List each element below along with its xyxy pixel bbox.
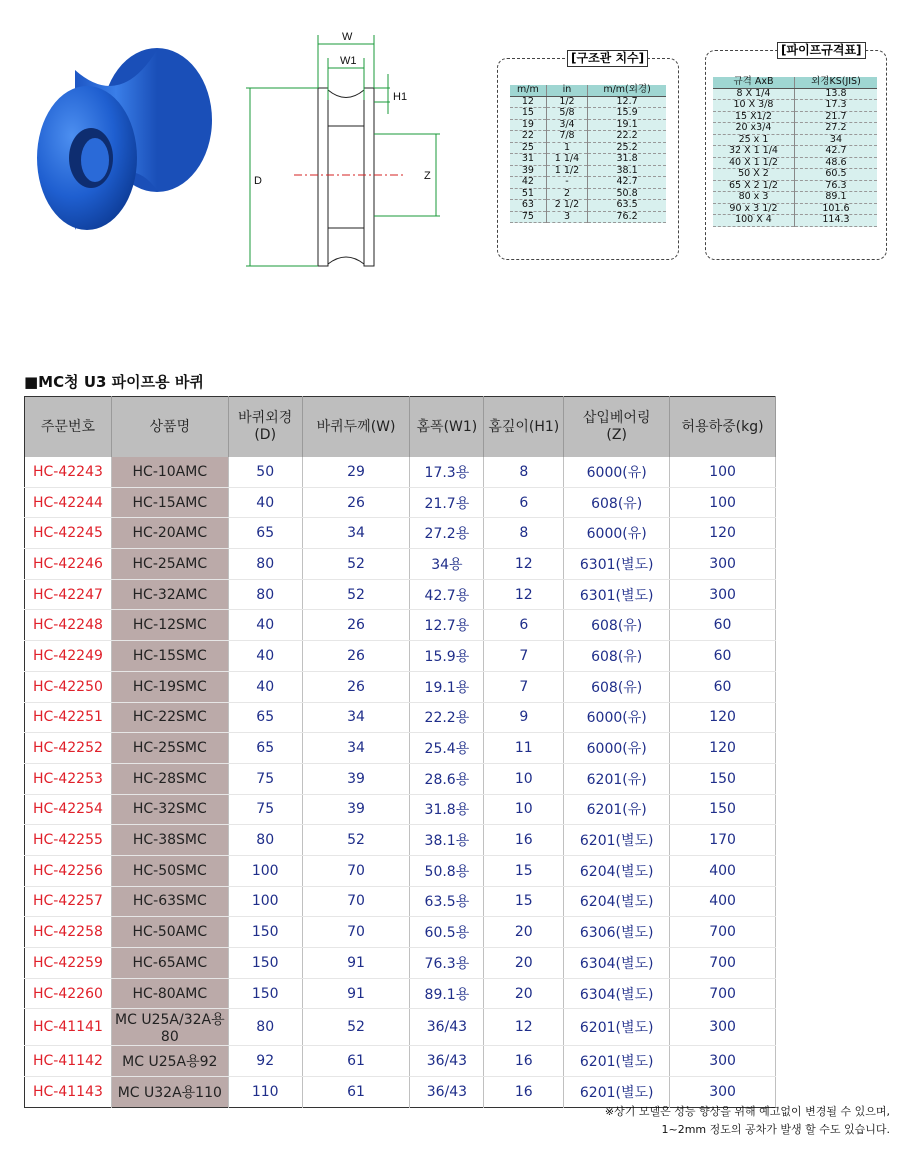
table-row bbox=[25, 1009, 776, 1046]
wheel-width-cell: 70 bbox=[302, 855, 410, 886]
bearing-cell: 6306(별도) bbox=[564, 917, 670, 948]
product-name-cell: HC-12SMC bbox=[111, 610, 228, 641]
product-name-cell: HC-15SMC bbox=[111, 641, 228, 672]
bearing-cell: 608(유) bbox=[564, 487, 670, 518]
pipe-spec-table bbox=[713, 77, 877, 227]
column-header: 삽입베어링 (Z) bbox=[564, 397, 670, 458]
disclaimer-note: ※상기 모델은 성능 향상을 위해 예고없이 변경될 수 있으며, bbox=[604, 1105, 890, 1118]
bearing-cell: 6201(별도) bbox=[564, 1046, 670, 1077]
groove-depth-cell: 8 bbox=[484, 518, 564, 549]
table-row bbox=[25, 702, 776, 733]
pipe-dims-cell: 31 bbox=[521, 153, 534, 164]
wheel-width-cell: 26 bbox=[302, 487, 410, 518]
pipe-spec-cell: 32 X 1 1/4 bbox=[728, 145, 778, 156]
load-capacity-cell: 120 bbox=[670, 702, 776, 733]
pipe-spec-cell: 13.8 bbox=[794, 88, 877, 100]
outer-diameter-cell: 50 bbox=[228, 457, 302, 487]
tolerance-note: 1~2mm 정도의 공차가 발생 할 수도 있습니다. bbox=[661, 1123, 890, 1136]
pipe-spec-cell: 25 x 1 bbox=[738, 133, 769, 145]
bearing-cell: 6000(유) bbox=[564, 733, 670, 764]
pipe-spec-row bbox=[713, 157, 877, 169]
outer-diameter-cell: 80 bbox=[228, 825, 302, 856]
bearing-cell: 6204(별도) bbox=[564, 855, 670, 886]
product-name-cell: HC-50SMC bbox=[111, 855, 228, 886]
pipe-spec-row bbox=[713, 180, 877, 192]
pipe-spec-row bbox=[713, 100, 877, 112]
groove-width-cell: 25.4용 bbox=[410, 733, 484, 764]
pipe-dimension-title: [구조관 치수] bbox=[567, 50, 648, 67]
outer-diameter-cell: 80 bbox=[228, 1009, 302, 1046]
order-code-cell: HC-42258 bbox=[25, 917, 112, 948]
groove-depth-cell: 20 bbox=[484, 948, 564, 979]
product-name-cell: MC U32A용110 bbox=[111, 1077, 228, 1108]
load-capacity-cell: 400 bbox=[670, 886, 776, 917]
label-h1: H1 bbox=[393, 91, 408, 103]
order-code-cell: HC-42257 bbox=[25, 886, 112, 917]
load-capacity-cell: 300 bbox=[670, 1009, 776, 1046]
pipe-dims-cell: 2 1/2 bbox=[546, 200, 587, 212]
load-capacity-cell: 60 bbox=[670, 610, 776, 641]
order-code-cell: HC-42249 bbox=[25, 641, 112, 672]
pipe-dims-cell: 39 bbox=[521, 164, 534, 176]
groove-width-cell: 22.2용 bbox=[410, 702, 484, 733]
pipe-spec-cell: 40 X 1 1/2 bbox=[728, 156, 778, 168]
pipe-dims-row bbox=[510, 200, 666, 212]
order-code-cell: HC-41142 bbox=[25, 1046, 112, 1077]
table-row bbox=[25, 579, 776, 610]
load-capacity-cell: 700 bbox=[670, 948, 776, 979]
product-name-cell: HC-65AMC bbox=[111, 948, 228, 979]
groove-depth-cell: 16 bbox=[484, 1046, 564, 1077]
groove-width-cell: 76.3용 bbox=[410, 948, 484, 979]
bearing-cell: 6201(유) bbox=[564, 794, 670, 825]
outer-diameter-cell: 40 bbox=[228, 671, 302, 702]
groove-width-cell: 27.2용 bbox=[410, 518, 484, 549]
wheel-width-cell: 26 bbox=[302, 641, 410, 672]
pipe-dims-cell: 5/8 bbox=[546, 108, 587, 120]
groove-depth-cell: 6 bbox=[484, 610, 564, 641]
pipe-dims-cell: 50.8 bbox=[588, 188, 666, 200]
pipe-spec-cell: 8 X 1/4 bbox=[736, 87, 771, 99]
outer-diameter-cell: 150 bbox=[228, 948, 302, 979]
product-name-cell: HC-38SMC bbox=[111, 825, 228, 856]
order-code-cell: HC-42246 bbox=[25, 549, 112, 580]
pipe-dims-cell: 22.2 bbox=[588, 131, 666, 143]
pipe-dims-cell: 12 bbox=[521, 95, 534, 107]
table-row bbox=[25, 763, 776, 794]
wheel-width-cell: 34 bbox=[302, 702, 410, 733]
pipe-dims-header: m/m bbox=[510, 85, 546, 96]
outer-diameter-cell: 40 bbox=[228, 487, 302, 518]
pipe-spec-cell: 10 X 3/8 bbox=[733, 99, 774, 110]
pipe-spec-row bbox=[713, 111, 877, 123]
outer-diameter-cell: 75 bbox=[228, 763, 302, 794]
pipe-spec-cell: 27.2 bbox=[794, 123, 877, 135]
load-capacity-cell: 100 bbox=[670, 457, 776, 487]
product-name-cell: HC-28SMC bbox=[111, 763, 228, 794]
groove-width-cell: 38.1용 bbox=[410, 825, 484, 856]
bearing-cell: 6304(별도) bbox=[564, 978, 670, 1009]
pipe-spec-cell: 65 X 2 1/2 bbox=[728, 179, 778, 191]
table-row bbox=[25, 487, 776, 518]
pipe-spec-cell: 34 bbox=[794, 134, 877, 146]
order-code-cell: HC-42259 bbox=[25, 948, 112, 979]
pipe-spec-header: 외경KS(JIS) bbox=[794, 77, 877, 88]
order-code-cell: HC-42260 bbox=[25, 978, 112, 1009]
pipe-dims-row bbox=[510, 165, 666, 177]
pipe-dims-cell: 42.7 bbox=[588, 177, 666, 189]
pipe-spec-cell: 90 x 3 1/2 bbox=[729, 202, 778, 214]
table-row bbox=[25, 1046, 776, 1077]
load-capacity-cell: 700 bbox=[670, 978, 776, 1009]
label-d: D bbox=[254, 175, 262, 187]
outer-diameter-cell: 92 bbox=[228, 1046, 302, 1077]
pipe-dimension-table bbox=[510, 85, 666, 223]
order-code-cell: HC-42244 bbox=[25, 487, 112, 518]
outer-diameter-cell: 150 bbox=[228, 978, 302, 1009]
wheel-width-cell: 52 bbox=[302, 549, 410, 580]
order-code-cell: HC-42256 bbox=[25, 855, 112, 886]
order-code-cell: HC-42247 bbox=[25, 579, 112, 610]
bearing-cell: 6204(별도) bbox=[564, 886, 670, 917]
pipe-dims-row bbox=[510, 188, 666, 200]
groove-width-cell: 50.8용 bbox=[410, 855, 484, 886]
bearing-cell: 6000(유) bbox=[564, 518, 670, 549]
wheel-width-cell: 39 bbox=[302, 794, 410, 825]
order-code-cell: HC-42243 bbox=[25, 457, 112, 487]
pipe-spec-cell: 114.3 bbox=[794, 215, 877, 227]
column-header: 홈폭(W1) bbox=[410, 397, 484, 458]
pipe-spec-row bbox=[713, 169, 877, 181]
load-capacity-cell: 400 bbox=[670, 855, 776, 886]
pipe-dims-cell: 12.7 bbox=[588, 96, 666, 108]
groove-depth-cell: 16 bbox=[484, 825, 564, 856]
bearing-cell: 6000(유) bbox=[564, 457, 670, 487]
load-capacity-cell: 300 bbox=[670, 1077, 776, 1108]
pipe-spec-cell: 21.7 bbox=[794, 111, 877, 123]
pipe-spec-cell: 48.6 bbox=[794, 157, 877, 169]
groove-depth-cell: 7 bbox=[484, 671, 564, 702]
load-capacity-cell: 100 bbox=[670, 487, 776, 518]
load-capacity-cell: 150 bbox=[670, 763, 776, 794]
table-row bbox=[25, 948, 776, 979]
pipe-dims-cell: 1 bbox=[546, 142, 587, 154]
bearing-cell: 6201(별도) bbox=[564, 825, 670, 856]
pipe-dims-cell: 1 1/2 bbox=[546, 165, 587, 177]
groove-depth-cell: 12 bbox=[484, 1009, 564, 1046]
product-name-cell: HC-20AMC bbox=[111, 518, 228, 549]
pipe-spec-row bbox=[713, 134, 877, 146]
pipe-dims-row bbox=[510, 211, 666, 223]
pipe-dims-cell: 63.5 bbox=[588, 200, 666, 212]
order-code-cell: HC-41141 bbox=[25, 1009, 112, 1046]
product-name-cell: HC-25AMC bbox=[111, 549, 228, 580]
pipe-dims-cell: 15 bbox=[521, 107, 534, 118]
wheel-width-cell: 34 bbox=[302, 518, 410, 549]
table-row bbox=[25, 886, 776, 917]
pipe-dims-cell: 2 bbox=[546, 188, 587, 200]
pipe-spec-cell: 101.6 bbox=[794, 203, 877, 215]
bearing-cell: 608(유) bbox=[564, 610, 670, 641]
groove-depth-cell: 20 bbox=[484, 917, 564, 948]
groove-depth-cell: 11 bbox=[484, 733, 564, 764]
bearing-cell: 6301(별도) bbox=[564, 549, 670, 580]
order-code-cell: HC-42255 bbox=[25, 825, 112, 856]
order-code-cell: HC-42254 bbox=[25, 794, 112, 825]
pipe-spec-cell: 89.1 bbox=[794, 192, 877, 204]
groove-depth-cell: 8 bbox=[484, 457, 564, 487]
pipe-spec-cell: 100 X 4 bbox=[735, 214, 772, 225]
groove-width-cell: 15.9용 bbox=[410, 641, 484, 672]
pipe-dims-cell: 38.1 bbox=[588, 165, 666, 177]
table-row bbox=[25, 671, 776, 702]
pipe-dims-row bbox=[510, 131, 666, 143]
pipe-spec-cell: 42.7 bbox=[794, 146, 877, 158]
product-name-cell: HC-19SMC bbox=[111, 671, 228, 702]
groove-width-cell: 12.7용 bbox=[410, 610, 484, 641]
wheel-width-cell: 52 bbox=[302, 825, 410, 856]
pipe-dims-cell: 3 bbox=[546, 211, 587, 223]
pipe-dims-cell: 76.2 bbox=[588, 211, 666, 223]
pipe-spec-row bbox=[713, 192, 877, 204]
table-row bbox=[25, 610, 776, 641]
pipe-spec-cell: 76.3 bbox=[794, 180, 877, 192]
pipe-dims-header: m/m(외경) bbox=[588, 85, 666, 96]
order-code-cell: HC-42245 bbox=[25, 518, 112, 549]
table-row bbox=[25, 549, 776, 580]
wheel-width-cell: 34 bbox=[302, 733, 410, 764]
load-capacity-cell: 300 bbox=[670, 579, 776, 610]
groove-depth-cell: 12 bbox=[484, 579, 564, 610]
outer-diameter-cell: 100 bbox=[228, 886, 302, 917]
groove-width-cell: 28.6용 bbox=[410, 763, 484, 794]
groove-depth-cell: 15 bbox=[484, 855, 564, 886]
table-row bbox=[25, 518, 776, 549]
wheel-width-cell: 61 bbox=[302, 1077, 410, 1108]
groove-width-cell: 42.7용 bbox=[410, 579, 484, 610]
groove-width-cell: 19.1용 bbox=[410, 671, 484, 702]
product-name-cell: HC-10AMC bbox=[111, 457, 228, 487]
pipe-dims-row bbox=[510, 119, 666, 131]
label-w: W bbox=[342, 31, 353, 43]
bearing-cell: 608(유) bbox=[564, 641, 670, 672]
wheel-width-cell: 52 bbox=[302, 1009, 410, 1046]
order-code-cell: HC-42248 bbox=[25, 610, 112, 641]
groove-width-cell: 36/43 bbox=[410, 1009, 484, 1046]
wheel-width-cell: 61 bbox=[302, 1046, 410, 1077]
load-capacity-cell: 170 bbox=[670, 825, 776, 856]
table-row bbox=[25, 733, 776, 764]
pipe-dims-row bbox=[510, 177, 666, 189]
wheel-width-cell: 70 bbox=[302, 917, 410, 948]
product-name-cell: MC U25A용92 bbox=[111, 1046, 228, 1077]
table-row bbox=[25, 457, 776, 487]
pipe-spec-row bbox=[713, 203, 877, 215]
pipe-dims-header: in bbox=[546, 85, 587, 96]
groove-depth-cell: 12 bbox=[484, 549, 564, 580]
outer-diameter-cell: 65 bbox=[228, 702, 302, 733]
wheel-product-image bbox=[25, 40, 220, 240]
wheel-width-cell: 26 bbox=[302, 671, 410, 702]
product-name-cell: HC-50AMC bbox=[111, 917, 228, 948]
outer-diameter-cell: 40 bbox=[228, 610, 302, 641]
pipe-spec-cell: 20 x3/4 bbox=[735, 122, 772, 133]
wheel-width-cell: 39 bbox=[302, 763, 410, 794]
groove-depth-cell: 10 bbox=[484, 763, 564, 794]
load-capacity-cell: 60 bbox=[670, 641, 776, 672]
order-code-cell: HC-41143 bbox=[25, 1077, 112, 1108]
load-capacity-cell: 150 bbox=[670, 794, 776, 825]
bearing-cell: 6201(별도) bbox=[564, 1009, 670, 1046]
bearing-cell: 6304(별도) bbox=[564, 948, 670, 979]
pipe-spec-row bbox=[713, 88, 877, 100]
pipe-spec-cell: 80 x 3 bbox=[738, 191, 769, 202]
pipe-dims-cell: 31.8 bbox=[588, 154, 666, 166]
table-row bbox=[25, 917, 776, 948]
pipe-spec-cell: 60.5 bbox=[794, 169, 877, 181]
pipe-spec-row bbox=[713, 123, 877, 135]
section-title: ■MC청 U3 파이프용 바퀴 bbox=[24, 373, 204, 391]
pipe-dims-cell: 19.1 bbox=[588, 119, 666, 131]
pipe-spec-cell: 17.3 bbox=[794, 100, 877, 112]
pipe-dims-cell: 22 bbox=[521, 130, 534, 141]
wheel-width-cell: 91 bbox=[302, 948, 410, 979]
column-header: 홈깊이(H1) bbox=[484, 397, 564, 458]
pipe-dims-cell: 42 bbox=[521, 176, 534, 187]
wheel-width-cell: 26 bbox=[302, 610, 410, 641]
groove-width-cell: 36/43 bbox=[410, 1046, 484, 1077]
load-capacity-cell: 700 bbox=[670, 917, 776, 948]
load-capacity-cell: 60 bbox=[670, 671, 776, 702]
product-name-cell: HC-15AMC bbox=[111, 487, 228, 518]
pipe-spec-cell: 50 X 2 bbox=[738, 168, 769, 179]
column-header: 바퀴두께(W) bbox=[302, 397, 410, 458]
pipe-dims-row bbox=[510, 154, 666, 166]
outer-diameter-cell: 110 bbox=[228, 1077, 302, 1108]
pipe-dims-cell: 25.2 bbox=[588, 142, 666, 154]
pipe-spec-header: 규격 AxB bbox=[713, 77, 794, 88]
bearing-cell: 608(유) bbox=[564, 671, 670, 702]
pipe-dims-cell: 3/4 bbox=[546, 119, 587, 131]
outer-diameter-cell: 80 bbox=[228, 549, 302, 580]
bearing-cell: 6201(별도) bbox=[564, 1077, 670, 1108]
groove-depth-cell: 7 bbox=[484, 641, 564, 672]
column-header: 허용하중(kg) bbox=[670, 397, 776, 458]
outer-diameter-cell: 40 bbox=[228, 641, 302, 672]
pipe-spec-row bbox=[713, 146, 877, 158]
pipe-spec-title: [파이프규격표] bbox=[777, 42, 866, 59]
pipe-dims-cell: 63 bbox=[521, 199, 534, 210]
order-code-cell: HC-42252 bbox=[25, 733, 112, 764]
groove-depth-cell: 9 bbox=[484, 702, 564, 733]
outer-diameter-cell: 150 bbox=[228, 917, 302, 948]
pipe-dims-row bbox=[510, 142, 666, 154]
load-capacity-cell: 120 bbox=[670, 733, 776, 764]
order-code-cell: HC-42253 bbox=[25, 763, 112, 794]
groove-width-cell: 36/43 bbox=[410, 1077, 484, 1108]
bearing-cell: 6301(별도) bbox=[564, 579, 670, 610]
load-capacity-cell: 300 bbox=[670, 549, 776, 580]
order-code-cell: HC-42251 bbox=[25, 702, 112, 733]
outer-diameter-cell: 100 bbox=[228, 855, 302, 886]
groove-depth-cell: 10 bbox=[484, 794, 564, 825]
table-row bbox=[25, 641, 776, 672]
product-name-cell: HC-32SMC bbox=[111, 794, 228, 825]
pipe-dims-cell: 1 1/4 bbox=[546, 154, 587, 166]
column-header: 바퀴외경 (D) bbox=[228, 397, 302, 458]
load-capacity-cell: 300 bbox=[670, 1046, 776, 1077]
outer-diameter-cell: 65 bbox=[228, 518, 302, 549]
wheel-width-cell: 52 bbox=[302, 579, 410, 610]
wheel-width-cell: 70 bbox=[302, 886, 410, 917]
groove-depth-cell: 6 bbox=[484, 487, 564, 518]
pipe-spec-cell: 15 X1/2 bbox=[735, 110, 772, 122]
pipe-dims-cell: 75 bbox=[521, 210, 534, 222]
pipe-dims-cell: 19 bbox=[521, 118, 534, 130]
product-name-cell: HC-22SMC bbox=[111, 702, 228, 733]
pipe-dims-cell: 51 bbox=[521, 187, 534, 199]
pipe-dims-row bbox=[510, 96, 666, 108]
outer-diameter-cell: 80 bbox=[228, 579, 302, 610]
table-row bbox=[25, 978, 776, 1009]
table-row bbox=[25, 825, 776, 856]
groove-depth-cell: 15 bbox=[484, 886, 564, 917]
groove-depth-cell: 16 bbox=[484, 1077, 564, 1108]
groove-width-cell: 34용 bbox=[410, 549, 484, 580]
wheel-width-cell: 29 bbox=[302, 457, 410, 487]
pipe-dims-cell: 1/2 bbox=[546, 96, 587, 108]
groove-depth-cell: 20 bbox=[484, 978, 564, 1009]
groove-width-cell: 31.8용 bbox=[410, 794, 484, 825]
bearing-cell: 6201(유) bbox=[564, 763, 670, 794]
pipe-dims-row bbox=[510, 108, 666, 120]
table-row bbox=[25, 794, 776, 825]
label-z: Z bbox=[424, 170, 431, 182]
column-header: 주문번호 bbox=[25, 397, 112, 458]
product-name-cell: MC U25A/32A용80 bbox=[111, 1009, 228, 1046]
product-name-cell: HC-80AMC bbox=[111, 978, 228, 1009]
column-header: 상품명 bbox=[111, 397, 228, 458]
groove-width-cell: 21.7용 bbox=[410, 487, 484, 518]
product-name-cell: HC-63SMC bbox=[111, 886, 228, 917]
outer-diameter-cell: 65 bbox=[228, 733, 302, 764]
label-w1: W1 bbox=[340, 55, 357, 67]
pipe-dims-cell: - bbox=[546, 177, 587, 189]
product-name-cell: HC-32AMC bbox=[111, 579, 228, 610]
groove-width-cell: 89.1용 bbox=[410, 978, 484, 1009]
groove-width-cell: 17.3용 bbox=[410, 457, 484, 487]
outer-diameter-cell: 75 bbox=[228, 794, 302, 825]
load-capacity-cell: 120 bbox=[670, 518, 776, 549]
pipe-dims-cell: 7/8 bbox=[546, 131, 587, 143]
product-table bbox=[24, 396, 776, 1108]
table-row bbox=[25, 855, 776, 886]
bearing-cell: 6000(유) bbox=[564, 702, 670, 733]
order-code-cell: HC-42250 bbox=[25, 671, 112, 702]
pipe-spec-row bbox=[713, 215, 877, 227]
pipe-dims-cell: 15.9 bbox=[588, 108, 666, 120]
product-name-cell: HC-25SMC bbox=[111, 733, 228, 764]
wheel-dimension-drawing bbox=[240, 30, 470, 270]
groove-width-cell: 60.5용 bbox=[410, 917, 484, 948]
wheel-width-cell: 91 bbox=[302, 978, 410, 1009]
groove-width-cell: 63.5용 bbox=[410, 886, 484, 917]
pipe-dims-cell: 25 bbox=[521, 141, 534, 153]
